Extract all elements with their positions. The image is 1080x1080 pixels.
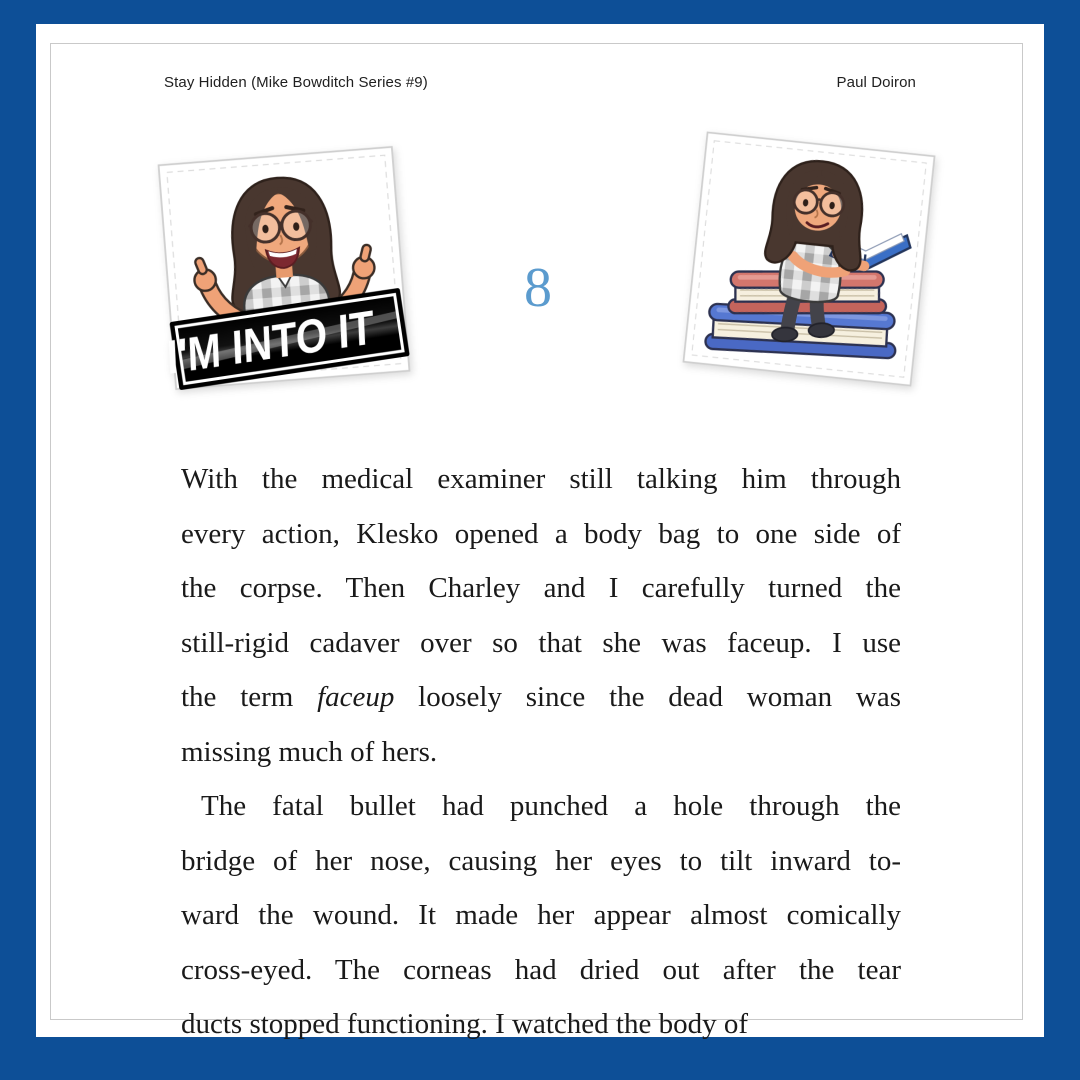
text-line: every action, Klesko opened a body bag to one side of <box>181 517 901 550</box>
book-page <box>50 43 1023 1040</box>
text-line: bridge of her nose, causing her eyes to tilt inward to- <box>181 844 901 877</box>
running-header <box>164 74 916 94</box>
text-line: The fatal bullet had punched a hole through the <box>201 790 901 822</box>
chapter-number: 8 <box>524 257 552 319</box>
bitmoji-thumbs-up-illustration <box>156 145 411 391</box>
text-line: With the medical examiner still talking him through <box>181 463 901 495</box>
sticker-im-into-it <box>156 145 411 391</box>
banner-text: I'M INTO IT <box>165 295 411 386</box>
text-segment: the term <box>181 681 318 713</box>
header-book-title: Stay Hidden (Mike Bowditch Series #9) <box>164 74 428 91</box>
text-line: still-rigid cadaver over so that she was faceup. I use <box>181 626 901 659</box>
bitmoji-reading-illustration <box>681 131 936 388</box>
text-line: the corpse. Then Charley and I carefully turned the <box>181 572 901 604</box>
header-author: Paul Doiron <box>836 74 916 91</box>
sticker-reading-books <box>681 131 936 388</box>
text-line: cross-eyed. The corneas had dried out after the tear <box>181 953 901 986</box>
paragraph-last-line: missing much of hers. <box>181 735 438 768</box>
text-line: ward the wound. It made her appear almost comically <box>181 899 901 931</box>
chapter-body-text <box>181 452 901 1052</box>
text-line-with-italic <box>181 670 901 725</box>
text-segment: loosely since the dead woman was <box>394 681 901 713</box>
italic-word: faceup <box>317 681 395 713</box>
truncated-text-line: ducts stopped functioning. I watched the body of <box>181 1008 748 1040</box>
page-mat <box>36 24 1044 1040</box>
